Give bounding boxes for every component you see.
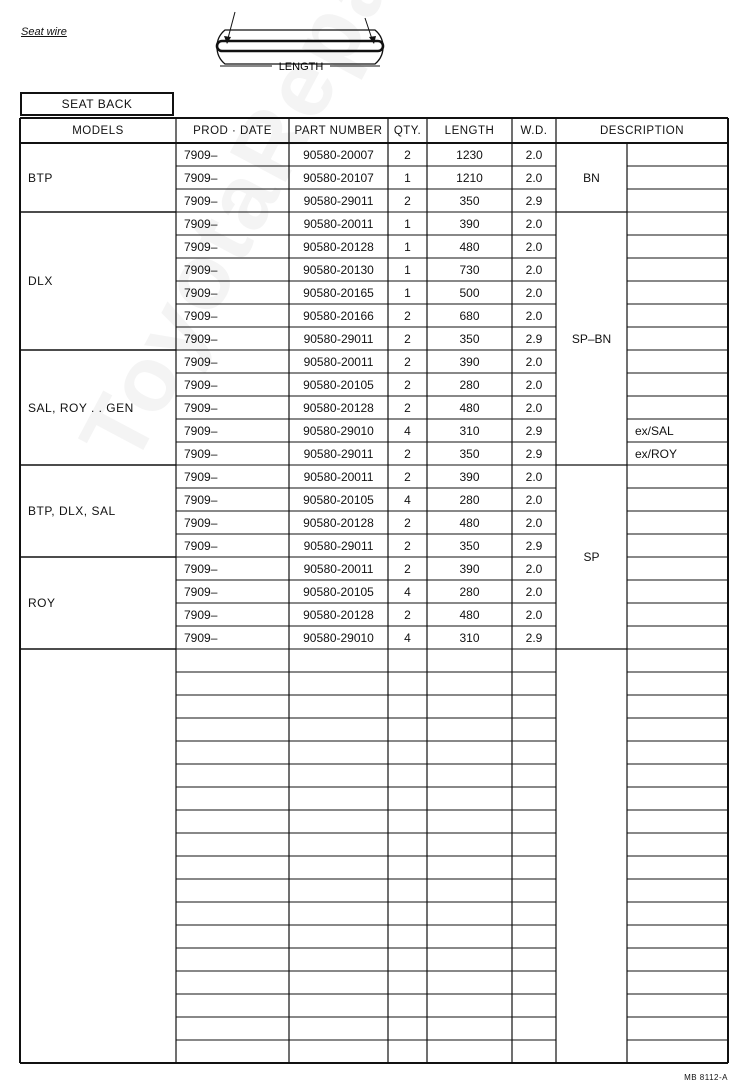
cell-prod-date: 7909– [184, 193, 218, 208]
cell-qty: 2 [404, 469, 411, 484]
cell-wd: 2.0 [525, 377, 543, 392]
model-group-label: DLX [28, 274, 53, 288]
cell-qty: 2 [404, 147, 411, 162]
cell-prod-date: 7909– [184, 538, 218, 553]
model-group-label: BTP, DLX, SAL [28, 504, 116, 518]
cell-part-number: 90580-20011 [303, 561, 374, 576]
cell-part-number: 90580-20166 [303, 308, 374, 323]
cell-length: 1230 [456, 147, 483, 162]
cell-prod-date: 7909– [184, 607, 218, 622]
model-group-label: ROY [28, 596, 56, 610]
description-group-label: BN [583, 170, 600, 185]
cell-prod-date: 7909– [184, 216, 218, 231]
cell-wd: 2.0 [525, 147, 543, 162]
cell-length: 390 [459, 354, 480, 369]
cell-part-number: 90580-20007 [303, 147, 374, 162]
cell-qty: 1 [404, 285, 411, 300]
cell-part-number: 90580-20128 [303, 400, 374, 415]
cell-part-number: 90580-29011 [303, 193, 374, 208]
cell-prod-date: 7909– [184, 354, 218, 369]
cell-wd: 2.0 [525, 308, 543, 323]
cell-qty: 2 [404, 607, 411, 622]
description-group-label: SP [583, 550, 600, 564]
cell-prod-date: 7909– [184, 331, 218, 346]
cell-wd: 2.0 [525, 515, 543, 530]
cell-wd: 2.9 [525, 538, 543, 553]
header-prod-date: PROD · DATE [193, 124, 272, 137]
cell-prod-date: 7909– [184, 492, 218, 507]
cell-part-number: 90580-29010 [303, 630, 374, 645]
cell-wd: 2.9 [525, 630, 543, 645]
cell-prod-date: 7909– [184, 285, 218, 300]
cell-prod-date: 7909– [184, 239, 218, 254]
cell-prod-date: 7909– [184, 147, 218, 162]
cell-length: 730 [459, 262, 480, 277]
cell-wd: 2.0 [525, 354, 543, 369]
cell-part-number: 90580-20105 [303, 492, 374, 507]
cell-length: 310 [459, 630, 480, 645]
cell-prod-date: 7909– [184, 561, 218, 576]
cell-prod-date: 7909– [184, 170, 218, 185]
model-group-label: SAL, ROY . . GEN [28, 400, 134, 415]
cell-qty: 4 [404, 584, 411, 599]
cell-length: 280 [459, 584, 480, 599]
cell-wd: 2.0 [525, 584, 543, 599]
cell-prod-date: 7909– [184, 584, 218, 599]
cell-part-number: 90580-20130 [303, 262, 374, 277]
cell-qty: 2 [404, 331, 411, 346]
cell-qty: 4 [404, 630, 411, 645]
cell-prod-date: 7909– [184, 308, 218, 323]
cell-part-number: 90580-20107 [303, 170, 374, 185]
cell-part-number: 90580-20165 [303, 285, 374, 300]
cell-part-number: 90580-20011 [303, 216, 374, 231]
cell-qty: 2 [404, 515, 411, 530]
cell-qty: 2 [404, 354, 411, 369]
header-qty: QTY. [393, 124, 422, 137]
cell-description-note: ex/SAL [635, 423, 674, 438]
cell-wd: 2.0 [525, 469, 543, 484]
cell-length: 480 [459, 400, 480, 415]
cell-description-note: ex/ROY [635, 446, 678, 461]
model-group-label: BTP [28, 170, 53, 185]
cell-length: 480 [459, 239, 480, 254]
cell-part-number: 90580-29011 [303, 538, 374, 553]
cell-length: 350 [459, 446, 480, 461]
cell-wd: 2.9 [525, 446, 543, 461]
cell-prod-date: 7909– [184, 262, 218, 277]
cell-part-number: 90580-20011 [303, 469, 374, 484]
cell-prod-date: 7909– [184, 630, 218, 645]
cell-part-number: 90580-20105 [303, 584, 374, 599]
cell-qty: 1 [404, 239, 411, 254]
cell-prod-date: 7909– [184, 515, 218, 530]
cell-prod-date: 7909– [184, 400, 218, 415]
cell-wd: 2.0 [525, 285, 543, 300]
cell-length: 350 [459, 538, 480, 553]
cell-prod-date: 7909– [184, 446, 218, 461]
cell-wd: 2.9 [525, 331, 543, 346]
cell-qty: 2 [404, 561, 411, 576]
cell-qty: 2 [404, 377, 411, 392]
header-length: LENGTH [444, 124, 495, 137]
cell-qty: 1 [404, 262, 411, 277]
header-wd: W.D. [520, 124, 548, 137]
header-description: DESCRIPTION [599, 124, 685, 137]
cell-length: 480 [459, 607, 480, 622]
cell-wd: 2.0 [525, 561, 543, 576]
cell-length: 280 [459, 377, 480, 392]
cell-wd: 2.0 [525, 492, 543, 507]
cell-length: 350 [459, 331, 480, 346]
cell-part-number: 90580-29010 [303, 423, 374, 438]
section-title: SEAT BACK [20, 92, 174, 116]
cell-wd: 2.0 [525, 216, 543, 231]
cell-length: 350 [459, 193, 480, 208]
seat-wire-caption: Seat wire [21, 26, 67, 38]
cell-wd: 2.0 [525, 170, 543, 185]
cell-part-number: 90580-29011 [303, 331, 374, 346]
cell-part-number: 90580-20105 [303, 377, 374, 392]
cell-length: 310 [459, 423, 480, 438]
cell-prod-date: 7909– [184, 423, 218, 438]
cell-qty: 1 [404, 216, 411, 231]
cell-prod-date: 7909– [184, 377, 218, 392]
footer-code: MB 8112-A [684, 1073, 728, 1082]
description-group-label: SP–BN [571, 331, 612, 346]
cell-qty: 2 [404, 538, 411, 553]
cell-length: 390 [459, 216, 480, 231]
cell-qty: 1 [404, 170, 411, 185]
cell-qty: 4 [404, 423, 411, 438]
cell-length: 1210 [456, 170, 483, 185]
cell-qty: 2 [404, 400, 411, 415]
cell-part-number: 90580-20128 [303, 515, 374, 530]
cell-length: 390 [459, 561, 480, 576]
cell-part-number: 90580-20128 [303, 607, 374, 622]
cell-length: 680 [459, 308, 480, 323]
header-part-number: PART NUMBER [294, 124, 383, 137]
cell-wd: 2.9 [525, 193, 543, 208]
cell-part-number: 90580-29011 [303, 446, 374, 461]
cell-part-number: 90580-20128 [303, 239, 374, 254]
cell-wd: 2.0 [525, 239, 543, 254]
cell-length: 480 [459, 515, 480, 530]
cell-wd: 2.0 [525, 262, 543, 277]
cell-qty: 2 [404, 308, 411, 323]
header-models: MODELS [72, 124, 124, 137]
cell-part-number: 90580-20011 [303, 354, 374, 369]
cell-length: 280 [459, 492, 480, 507]
cell-qty: 2 [404, 193, 411, 208]
cell-wd: 2.9 [525, 423, 543, 438]
cell-wd: 2.0 [525, 400, 543, 415]
length-dimension-label: LENGTH [278, 61, 324, 73]
cell-length: 500 [459, 285, 480, 300]
cell-qty: 4 [404, 492, 411, 507]
cell-length: 390 [459, 469, 480, 484]
cell-prod-date: 7909– [184, 469, 218, 484]
cell-wd: 2.0 [525, 607, 543, 622]
cell-qty: 2 [404, 446, 411, 461]
